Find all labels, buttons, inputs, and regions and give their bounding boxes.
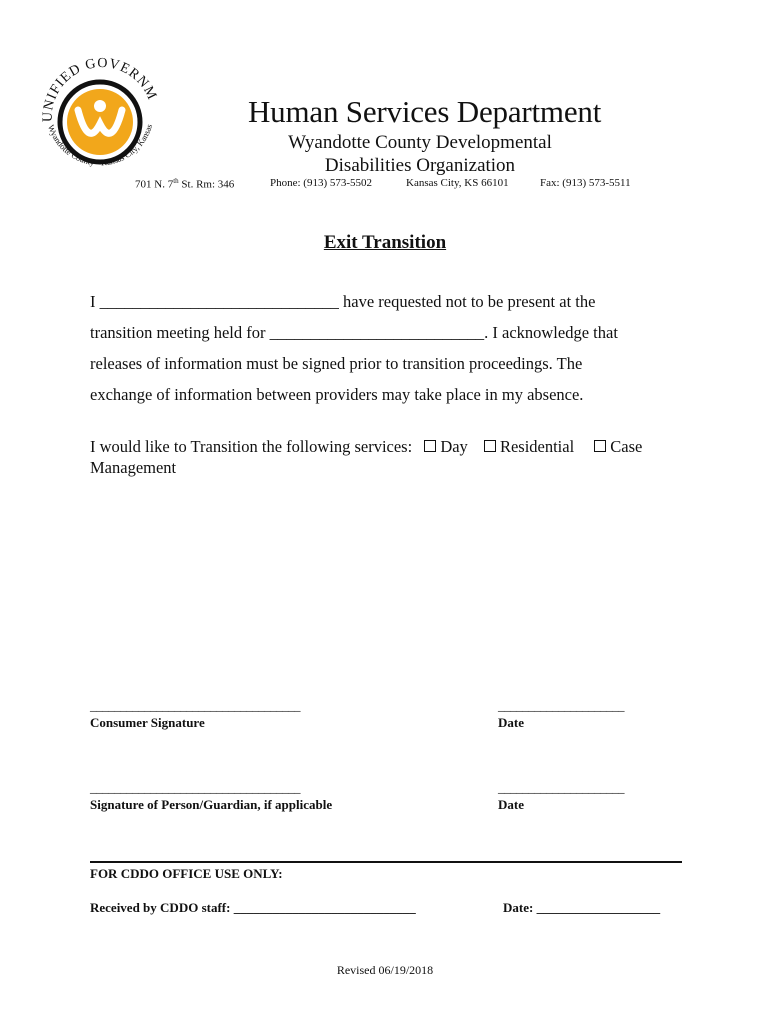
consumer-signature-label: Consumer Signature (90, 715, 205, 730)
day-option-label: Day (440, 437, 468, 456)
office-date-field[interactable]: Date: ___________________ (503, 900, 661, 915)
street-address (135, 177, 234, 191)
form-heading: Exit Transition (323, 232, 447, 253)
received-by-staff-field[interactable]: Received by CDDO staff: ____________________________ (90, 900, 416, 915)
organization-line-2: Disabilities Organization (324, 155, 516, 176)
guardian-date-label: Date (498, 797, 524, 812)
department-title: Human Services Department (248, 94, 602, 129)
guardian-signature-line[interactable]: ___________________________________ (90, 780, 300, 795)
services-prompt: I would like to Transition the following services: (90, 437, 413, 456)
consumer-date-label: Date (498, 715, 524, 730)
guardian-signature-label: Signature of Person/Guardian, if applicable (90, 797, 333, 812)
address-room: St. Rm: 346 (178, 178, 235, 191)
paragraph-line-2[interactable]: transition meeting held for __________________________. I acknowledge that (90, 323, 618, 342)
guardian-date-line[interactable]: _____________________ (498, 780, 624, 795)
consumer-date-line[interactable]: _____________________ (498, 698, 624, 713)
paragraph-line-4: exchange of information between providers may take place in my absence. (90, 385, 584, 404)
acknowledgement-paragraph (90, 286, 690, 410)
logo-ring-text-bottom: Wyandotte County • Kansas City, Kansas (45, 122, 155, 168)
residential-option-label: Residential (499, 437, 575, 456)
day-checkbox[interactable] (424, 440, 436, 452)
address-suffix: th (173, 177, 179, 185)
organization-line-1: Wyandotte County Developmental (288, 132, 552, 153)
logo-ring-text-top: UNIFIED GOVERNM (40, 56, 160, 123)
consumer-signature-line[interactable]: ___________________________________ (90, 698, 300, 713)
unified-government-logo (30, 44, 170, 184)
office-use-divider (90, 861, 682, 863)
phone-number: Phone: (913) 573-5502 (270, 177, 373, 189)
paragraph-line-1[interactable]: I _____________________________ have requested not to be present at the (90, 292, 596, 311)
residential-checkbox[interactable] (484, 440, 496, 452)
city-state-zip: Kansas City, KS 66101 (406, 177, 509, 189)
paragraph-line-3: releases of information must be signed prior to transition proceedings. The (90, 354, 583, 373)
fax-number: Fax: (913) 573-5511 (540, 177, 631, 189)
address-number: 701 N. 7 (135, 178, 174, 191)
case-option-label: Case (610, 437, 643, 456)
organization-name (250, 131, 590, 177)
services-selection (90, 436, 690, 478)
case-option-label-continued: Management (90, 458, 177, 477)
office-use-heading: FOR CDDO OFFICE USE ONLY: (90, 866, 283, 881)
revision-date: Revised 06/19/2018 (336, 963, 434, 977)
case-management-checkbox[interactable] (594, 440, 606, 452)
